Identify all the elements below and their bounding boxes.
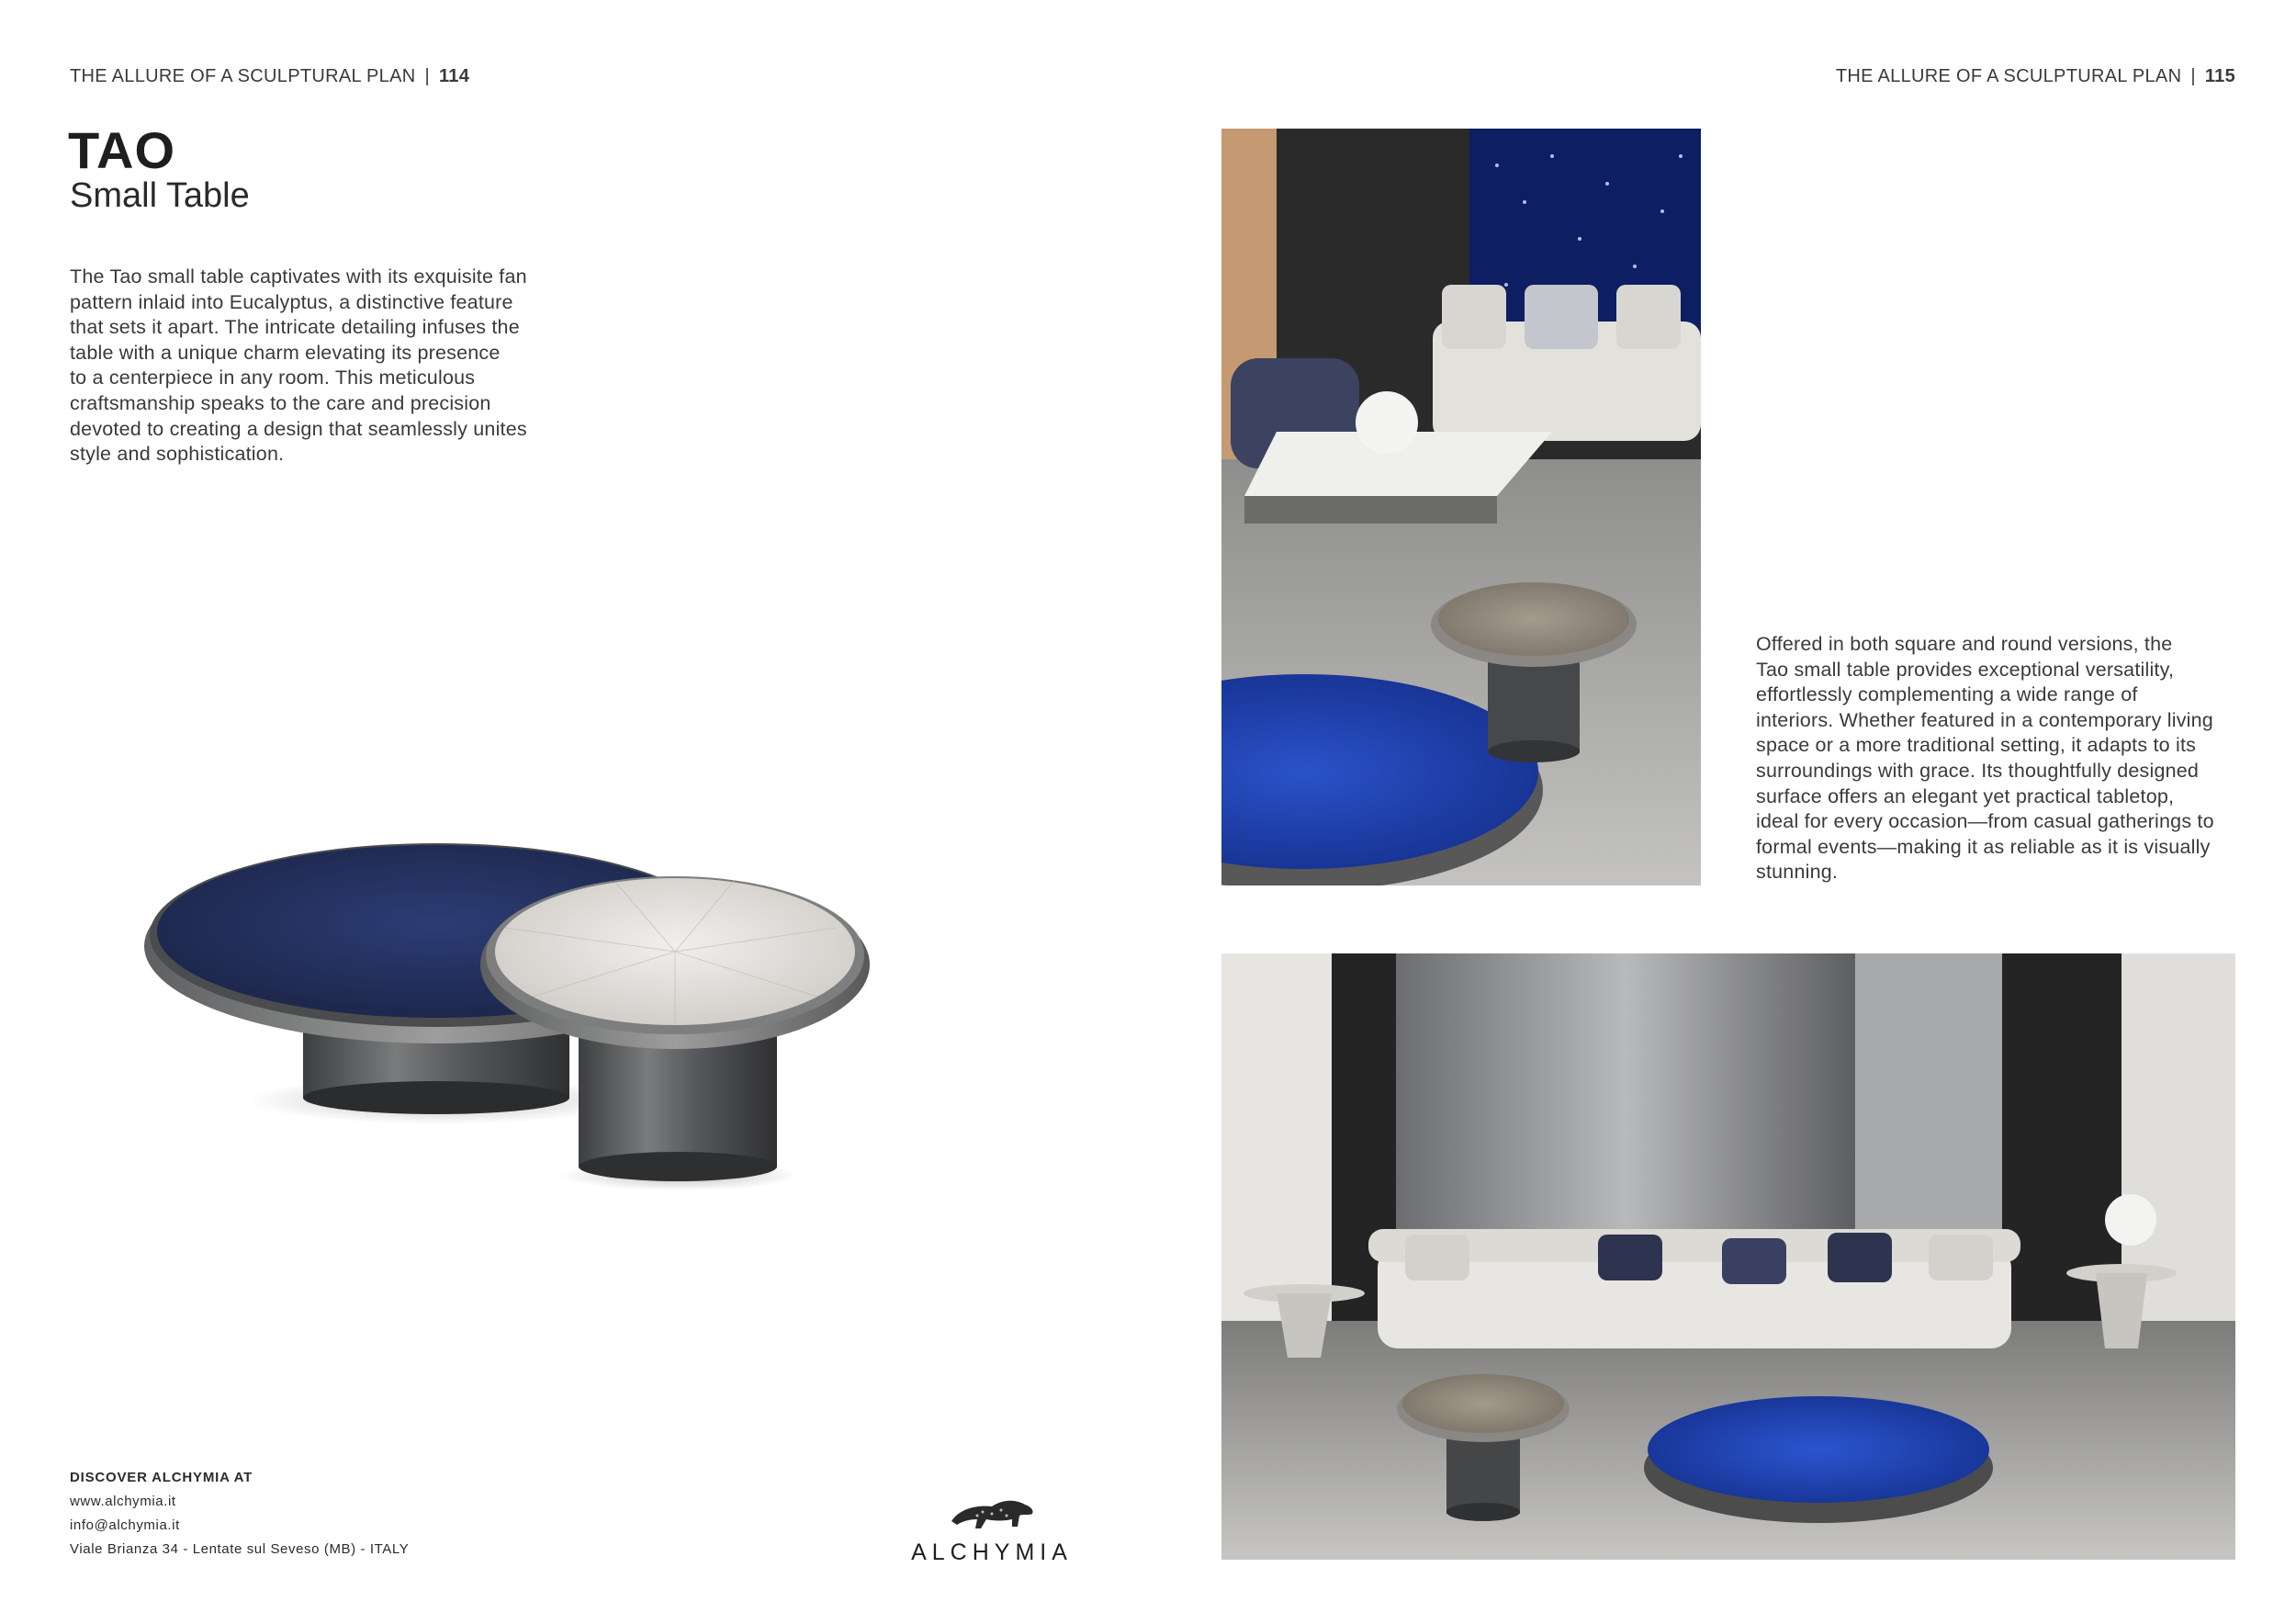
text-line: Offered in both square and round versions, the (1756, 633, 2173, 655)
text-line: pattern inlaid into Eucalyptus, a distinctive feature (70, 290, 513, 313)
page-number: 114 (438, 66, 470, 86)
text-line: style and sophistication. (70, 443, 285, 466)
text-line: that sets it apart. The intricate detailing infuses the (70, 316, 520, 339)
address-text: Viale Brianza 34 - Lentate sul Seveso (MB) - ITALY (70, 1541, 410, 1557)
text-line: table with a unique charm elevating its presence (70, 341, 501, 364)
contact-heading: DISCOVER ALCHYMIA AT (70, 1470, 253, 1485)
living-room-photo-bottom (1221, 953, 2235, 1560)
running-head-title: THE ALLURE OF A SCULPTURAL PLAN (1835, 66, 2182, 86)
text-line: interiors. Whether featured in a contemporary living (1756, 708, 2213, 731)
page-number: 115 (2204, 66, 2235, 86)
panther-icon (946, 1494, 1038, 1534)
product-title: TAO (68, 121, 176, 179)
text-line: surroundings with grace. Its thoughtfully designed (1756, 759, 2200, 782)
text-line: craftsmanship speaks to the care and precision (70, 391, 491, 414)
brand-logo (882, 1494, 1102, 1567)
text-line: ideal for every occasion—from casual gatherings to (1756, 810, 2214, 833)
text-line: The Tao small table captivates with its exquisite fan (70, 265, 527, 288)
website-link[interactable]: www.alchymia.it (70, 1494, 176, 1509)
running-head-left: THE ALLURE OF A SCULPTURAL PLAN | 114 (70, 66, 470, 86)
running-head-title: THE ALLURE OF A SCULPTURAL PLAN (70, 66, 416, 86)
text-line: stunning. (1756, 861, 1839, 884)
versatility-paragraph (1756, 632, 2243, 885)
running-head-right: THE ALLURE OF A SCULPTURAL PLAN | 115 (1835, 66, 2235, 86)
contact-block (70, 1466, 409, 1562)
living-room-photo-top (1221, 129, 1701, 885)
text-line: space or a more traditional setting, it adapts to its (1756, 734, 2197, 757)
product-subtitle: Small Table (70, 176, 250, 215)
text-line: devoted to creating a design that seamlessly unites (70, 417, 527, 440)
text-line: to a centerpiece in any room. This meticulous (70, 367, 476, 389)
brand-wordmark: ALCHYMIA (911, 1539, 1073, 1565)
text-line: surface offers an elegant yet practical tabletop, (1756, 784, 2175, 807)
text-line: effortlessly complementing a wide range of (1756, 683, 2138, 706)
text-line: formal events—making it as reliable as it is visually (1756, 835, 2211, 858)
text-line: Tao small table provides exceptional versatility, (1756, 658, 2175, 681)
product-image (138, 808, 1019, 1194)
email-link[interactable]: info@alchymia.it (70, 1517, 180, 1533)
intro-paragraph (70, 265, 557, 468)
